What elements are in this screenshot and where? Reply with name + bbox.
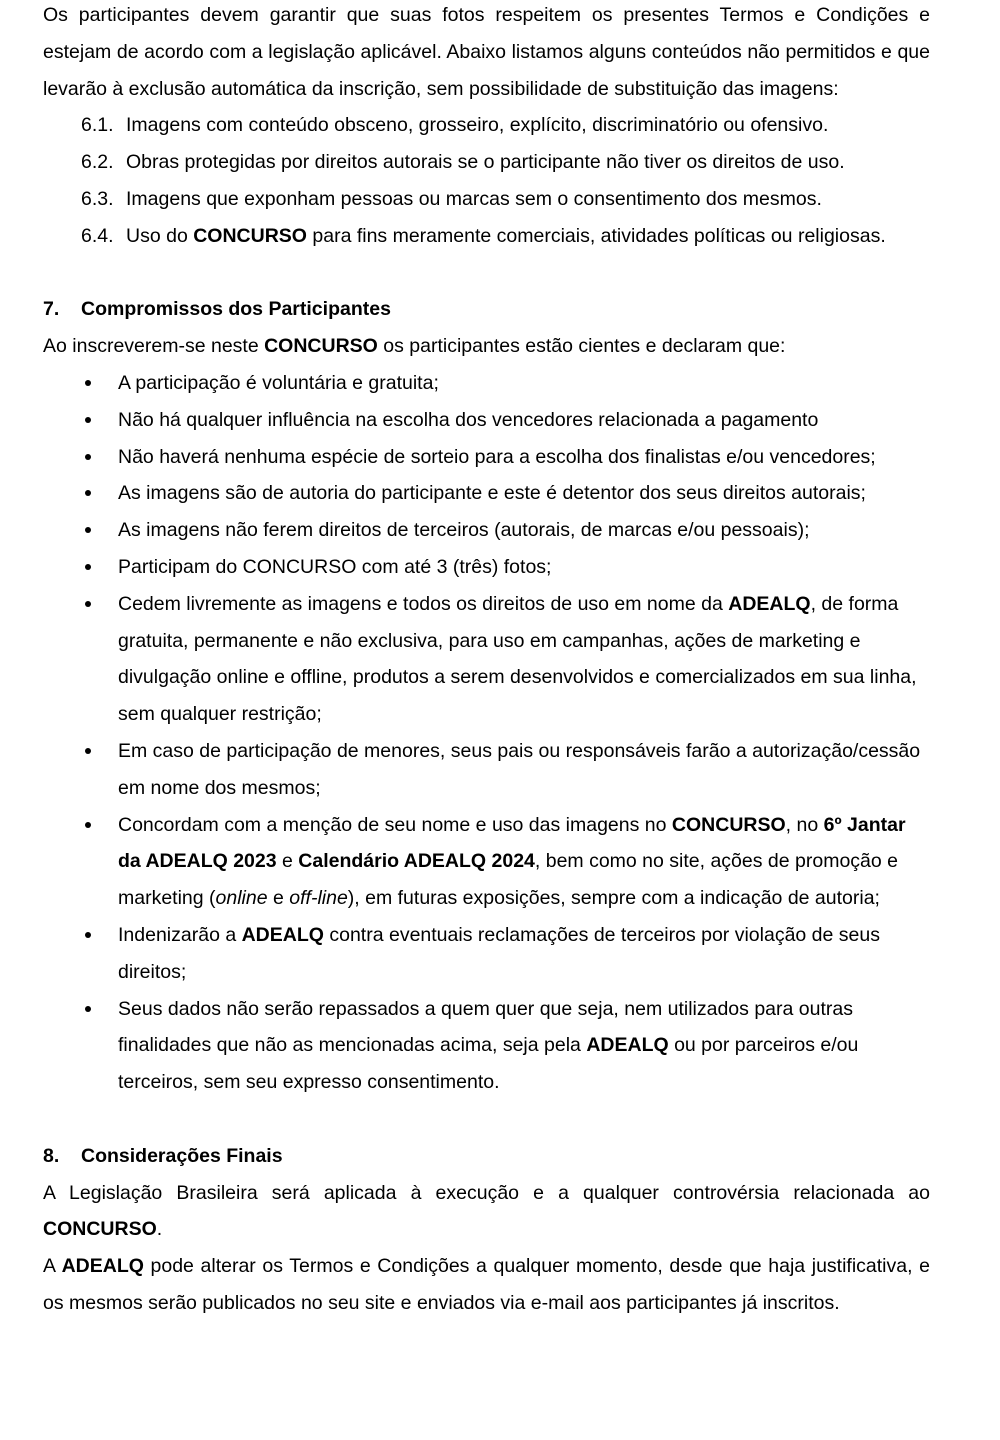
bullet-icon bbox=[43, 402, 118, 439]
list-item: Seus dados não serão repassados a quem quer que seja, nem utilizados para outras finalidades que não as mencionadas acima, seja pela ADEALQ ou por parceiros e/ou terceiros, sem seu expresso consentimento. bbox=[43, 991, 930, 1101]
bullet-icon bbox=[43, 586, 118, 733]
item-text: Uso do CONCURSO para fins meramente comerciais, atividades políticas ou religiosas. bbox=[126, 224, 886, 247]
item-number: 6.4. bbox=[81, 224, 114, 247]
item-text: Obras protegidas por direitos autorais se o participante não tiver os direitos de uso. bbox=[126, 151, 845, 174]
list-item: Indenizarão a ADEALQ contra eventuais reclamações de terceiros por violação de seus direitos; bbox=[43, 917, 930, 991]
list-item-6-3 bbox=[43, 181, 930, 218]
section6-intro: Os participantes devem garantir que suas fotos respeitem os presentes Termos e Condições e estejam de acordo com a legislação aplicável. Abaixo listamos alguns conteúdos não permitidos e que levarão à exclusão automática da inscrição, sem possibilidade de substituição das imagens: bbox=[43, 4, 930, 100]
bullet-icon bbox=[43, 512, 118, 549]
section-number: 7. bbox=[43, 298, 60, 321]
section8-heading bbox=[43, 1138, 930, 1175]
bullet-icon bbox=[43, 807, 118, 917]
item-number: 6.1. bbox=[81, 114, 114, 137]
bullet-icon bbox=[43, 439, 118, 476]
list-item: Participam do CONCURSO com até 3 (três) fotos; bbox=[43, 549, 930, 586]
bullet-icon bbox=[43, 733, 118, 807]
list-item: Em caso de participação de menores, seus pais ou responsáveis farão a autorização/cessão em nome dos mesmos; bbox=[43, 733, 930, 807]
list-item-6-2 bbox=[43, 144, 930, 181]
list-item: As imagens são de autoria do participante e este é detentor dos seus direitos autorais; bbox=[43, 475, 930, 512]
section7-intro: Ao inscreverem-se neste CONCURSO os participantes estão cientes e declaram que: bbox=[43, 335, 786, 358]
section-title: Compromissos dos Participantes bbox=[81, 298, 391, 321]
document-page bbox=[43, 0, 930, 1322]
list-item-6-4 bbox=[43, 218, 930, 255]
list-item: A participação é voluntária e gratuita; bbox=[43, 365, 930, 402]
section-title: Considerações Finais bbox=[81, 1144, 283, 1167]
commitments-list bbox=[43, 365, 930, 1101]
list-item: As imagens não ferem direitos de terceiros (autorais, de marcas e/ou pessoais); bbox=[43, 512, 930, 549]
list-item-6-1 bbox=[43, 107, 930, 144]
list-item: Cedem livremente as imagens e todos os direitos de uso em nome da ADEALQ, de forma gratuita, permanente e não exclusiva, para uso em campanhas, ações de marketing e divulgação online e offline, produtos a serem desenvolvidos e comercializados em sua linha, sem qualquer restrição; bbox=[43, 586, 930, 733]
bullet-icon bbox=[43, 991, 118, 1101]
bullet-icon bbox=[43, 365, 118, 402]
list-item: Não haverá nenhuma espécie de sorteio para a escolha dos finalistas e/ou vencedores; bbox=[43, 439, 930, 476]
list-item: Não há qualquer influência na escolha dos vencedores relacionada a pagamento bbox=[43, 402, 930, 439]
section8-paragraph-2: A ADEALQ pode alterar os Termos e Condições a qualquer momento, desde que haja justificativa, e os mesmos serão publicados no seu site e enviados via e-mail aos participantes já inscritos. bbox=[43, 1255, 930, 1314]
item-number: 6.2. bbox=[81, 151, 114, 174]
bullet-icon bbox=[43, 549, 118, 586]
section7-heading bbox=[43, 291, 930, 328]
item-number: 6.3. bbox=[81, 187, 114, 210]
item-text: Imagens com conteúdo obsceno, grosseiro, explícito, discriminatório ou ofensivo. bbox=[126, 114, 829, 137]
section8-paragraph-1: A Legislação Brasileira será aplicada à execução e a qualquer controvérsia relacionada ao CONCURSO. bbox=[43, 1181, 930, 1241]
section-number: 8. bbox=[43, 1144, 60, 1167]
list-item: Concordam com a menção de seu nome e uso das imagens no CONCURSO, no 6º Jantar da ADEALQ 2023 e Calendário ADEALQ 2024, bem como no site, ações de promoção e marketing (online e off-line), em futuras exposições, sempre com a indicação de autoria; bbox=[43, 807, 930, 917]
bullet-icon bbox=[43, 917, 118, 991]
bullet-icon bbox=[43, 475, 118, 512]
item-text: Imagens que exponham pessoas ou marcas sem o consentimento dos mesmos. bbox=[126, 187, 822, 210]
